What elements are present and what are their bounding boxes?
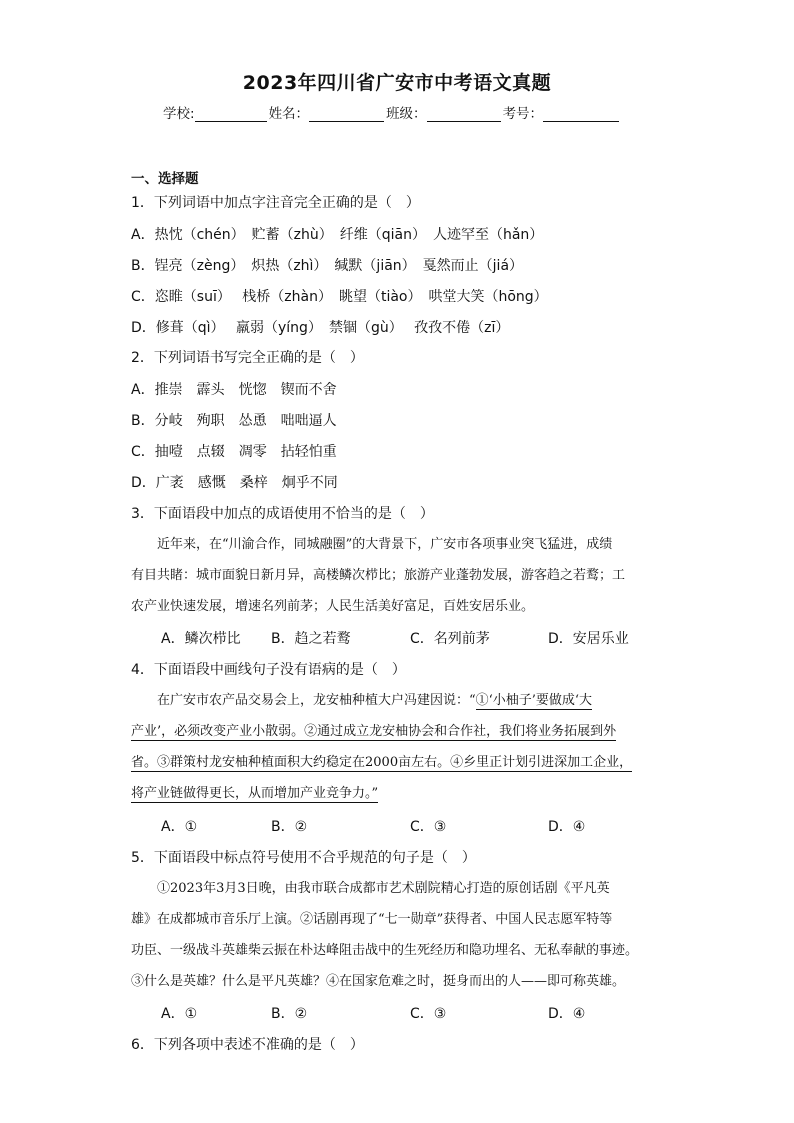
passage-text: 在广安市农产品交易会上，龙安柚种植大户冯建因说：“ [131,693,476,708]
question-1-option-b[interactable]: B．锃亮（zèng） 炽热（zhì） 缄默（jiān） 戛然而止（jiá） [131,258,524,274]
question-5-choice-c[interactable]: C．③ [410,1006,447,1022]
underlined-sentence: 将产业链做得更长，从而增加产业竞争力。” [131,786,379,801]
passage-line: 近年来，在“川渝合作，同城融圈”的大背景下，广安市各项事业突飞猛进，成绩 [131,537,613,552]
school-blank[interactable] [195,106,267,122]
passage-line: 农产业快速发展，增速名列前茅；人民生活美好富足，百姓安居乐业。 [131,599,535,614]
passage-line: 雄》在成都城市音乐厅上演。②话剧再现了“七一勋章”获得者、中国人民志愿军特等 [131,912,613,927]
passage-line [131,747,671,778]
question-3-choice-a[interactable]: A．鳞次栉比 [161,631,241,647]
question-3-passage [131,529,671,622]
name-label: 姓名： [268,106,310,122]
passage-line: 功臣、一级战斗英雄柴云振在朴达峰阻击战中的生死经历和隐功埋名、无私奉献的事迹。 [131,943,639,958]
question-1-option-c[interactable]: C．恣睢（suī） 栈桥（zhàn） 眺望（tiào） 哄堂大笑（hōng） [131,289,548,305]
passage-line [131,778,671,809]
page-title: 2023年四川省广安市中考语文真题 [242,72,552,94]
question-5-stem: 5．下面语段中标点符号使用不合乎规范的句子是（ ） [131,850,476,866]
question-2-option-d[interactable]: D．广袤 感慨 桑梓 炯乎不同 [131,475,338,491]
question-5-choice-b[interactable]: B．② [271,1006,308,1022]
passage-line [131,685,671,716]
question-2-option-c[interactable]: C．抽噎 点辍 凋零 拈轻怕重 [131,444,337,460]
passage-line: 有目共睹：城市面貌日新月异，高楼鳞次栉比；旅游产业蓬勃发展，游客趋之若鹜；工 [131,568,626,583]
question-2-option-a[interactable]: A．推崇 霹头 恍惚 锲而不舍 [131,382,337,398]
number-blank[interactable] [543,106,619,122]
question-2-stem: 2．下列词语书写完全正确的是（ ） [131,350,364,366]
passage-line: ③什么是英雄？什么是平凡英雄？④在国家危难之时，挺身而出的人——即可称英雄。 [131,974,626,989]
question-1-option-d[interactable]: D．修葺（qì） 羸弱（yíng） 禁锢（gù） 孜孜不倦（zī） [131,320,510,336]
question-4-stem: 4．下面语段中画线句子没有语病的是（ ） [131,662,406,678]
question-5-choice-d[interactable]: D．④ [548,1006,586,1022]
question-3-choice-d[interactable]: D．安居乐业 [548,631,629,647]
question-4-choice-d[interactable]: D．④ [548,819,586,835]
underlined-sentence: 省。③群策村龙安柚种植面积大约稳定在2000亩左右。④乡里正计划引进深加工企业， [131,755,633,770]
question-4-passage [131,685,671,809]
question-5-passage [131,873,671,997]
class-label: 班级： [386,106,427,122]
question-3-stem: 3．下面语段中加点的成语使用不恰当的是（ ） [131,506,434,522]
student-info-row [163,102,621,122]
passage-line: ①2023年3月3日晚，由我市联合成都市艺术剧院精心打造的原创话剧《平凡英 [131,881,610,896]
school-label: 学校: [163,106,195,122]
question-1-option-a[interactable]: A．热忱（chén） 贮蓄（zhù） 纤维（qiān） 人迹罕至（hǎn） [131,227,544,243]
class-blank[interactable] [427,106,501,122]
underlined-sentence: ①‘小柚子’要做成‘大 [475,693,593,708]
question-3-choice-c[interactable]: C．名列前茅 [410,631,490,647]
number-label: 考号： [502,106,544,122]
name-blank[interactable] [309,106,384,122]
passage-line [131,716,671,747]
question-5-choice-a[interactable]: A．① [161,1006,198,1022]
question-4-choice-c[interactable]: C．③ [410,819,447,835]
question-2-option-b[interactable]: B．分岐 殉职 怂恿 咄咄逼人 [131,413,337,429]
section-title: 一、选择题 [131,171,199,187]
question-4-choice-b[interactable]: B．② [271,819,308,835]
question-6-stem: 6．下列各项中表述不准确的是（ ） [131,1037,364,1053]
question-3-choice-b[interactable]: B．趋之若鹜 [271,631,351,647]
underlined-sentence: 产业’，必须改变产业小散弱。②通过成立龙安柚协会和合作社，我们将业务拓展到外 [131,724,617,739]
question-4-choice-a[interactable]: A．① [161,819,198,835]
question-1-stem: 1．下列词语中加点字注音完全正确的是（ ） [131,195,420,211]
